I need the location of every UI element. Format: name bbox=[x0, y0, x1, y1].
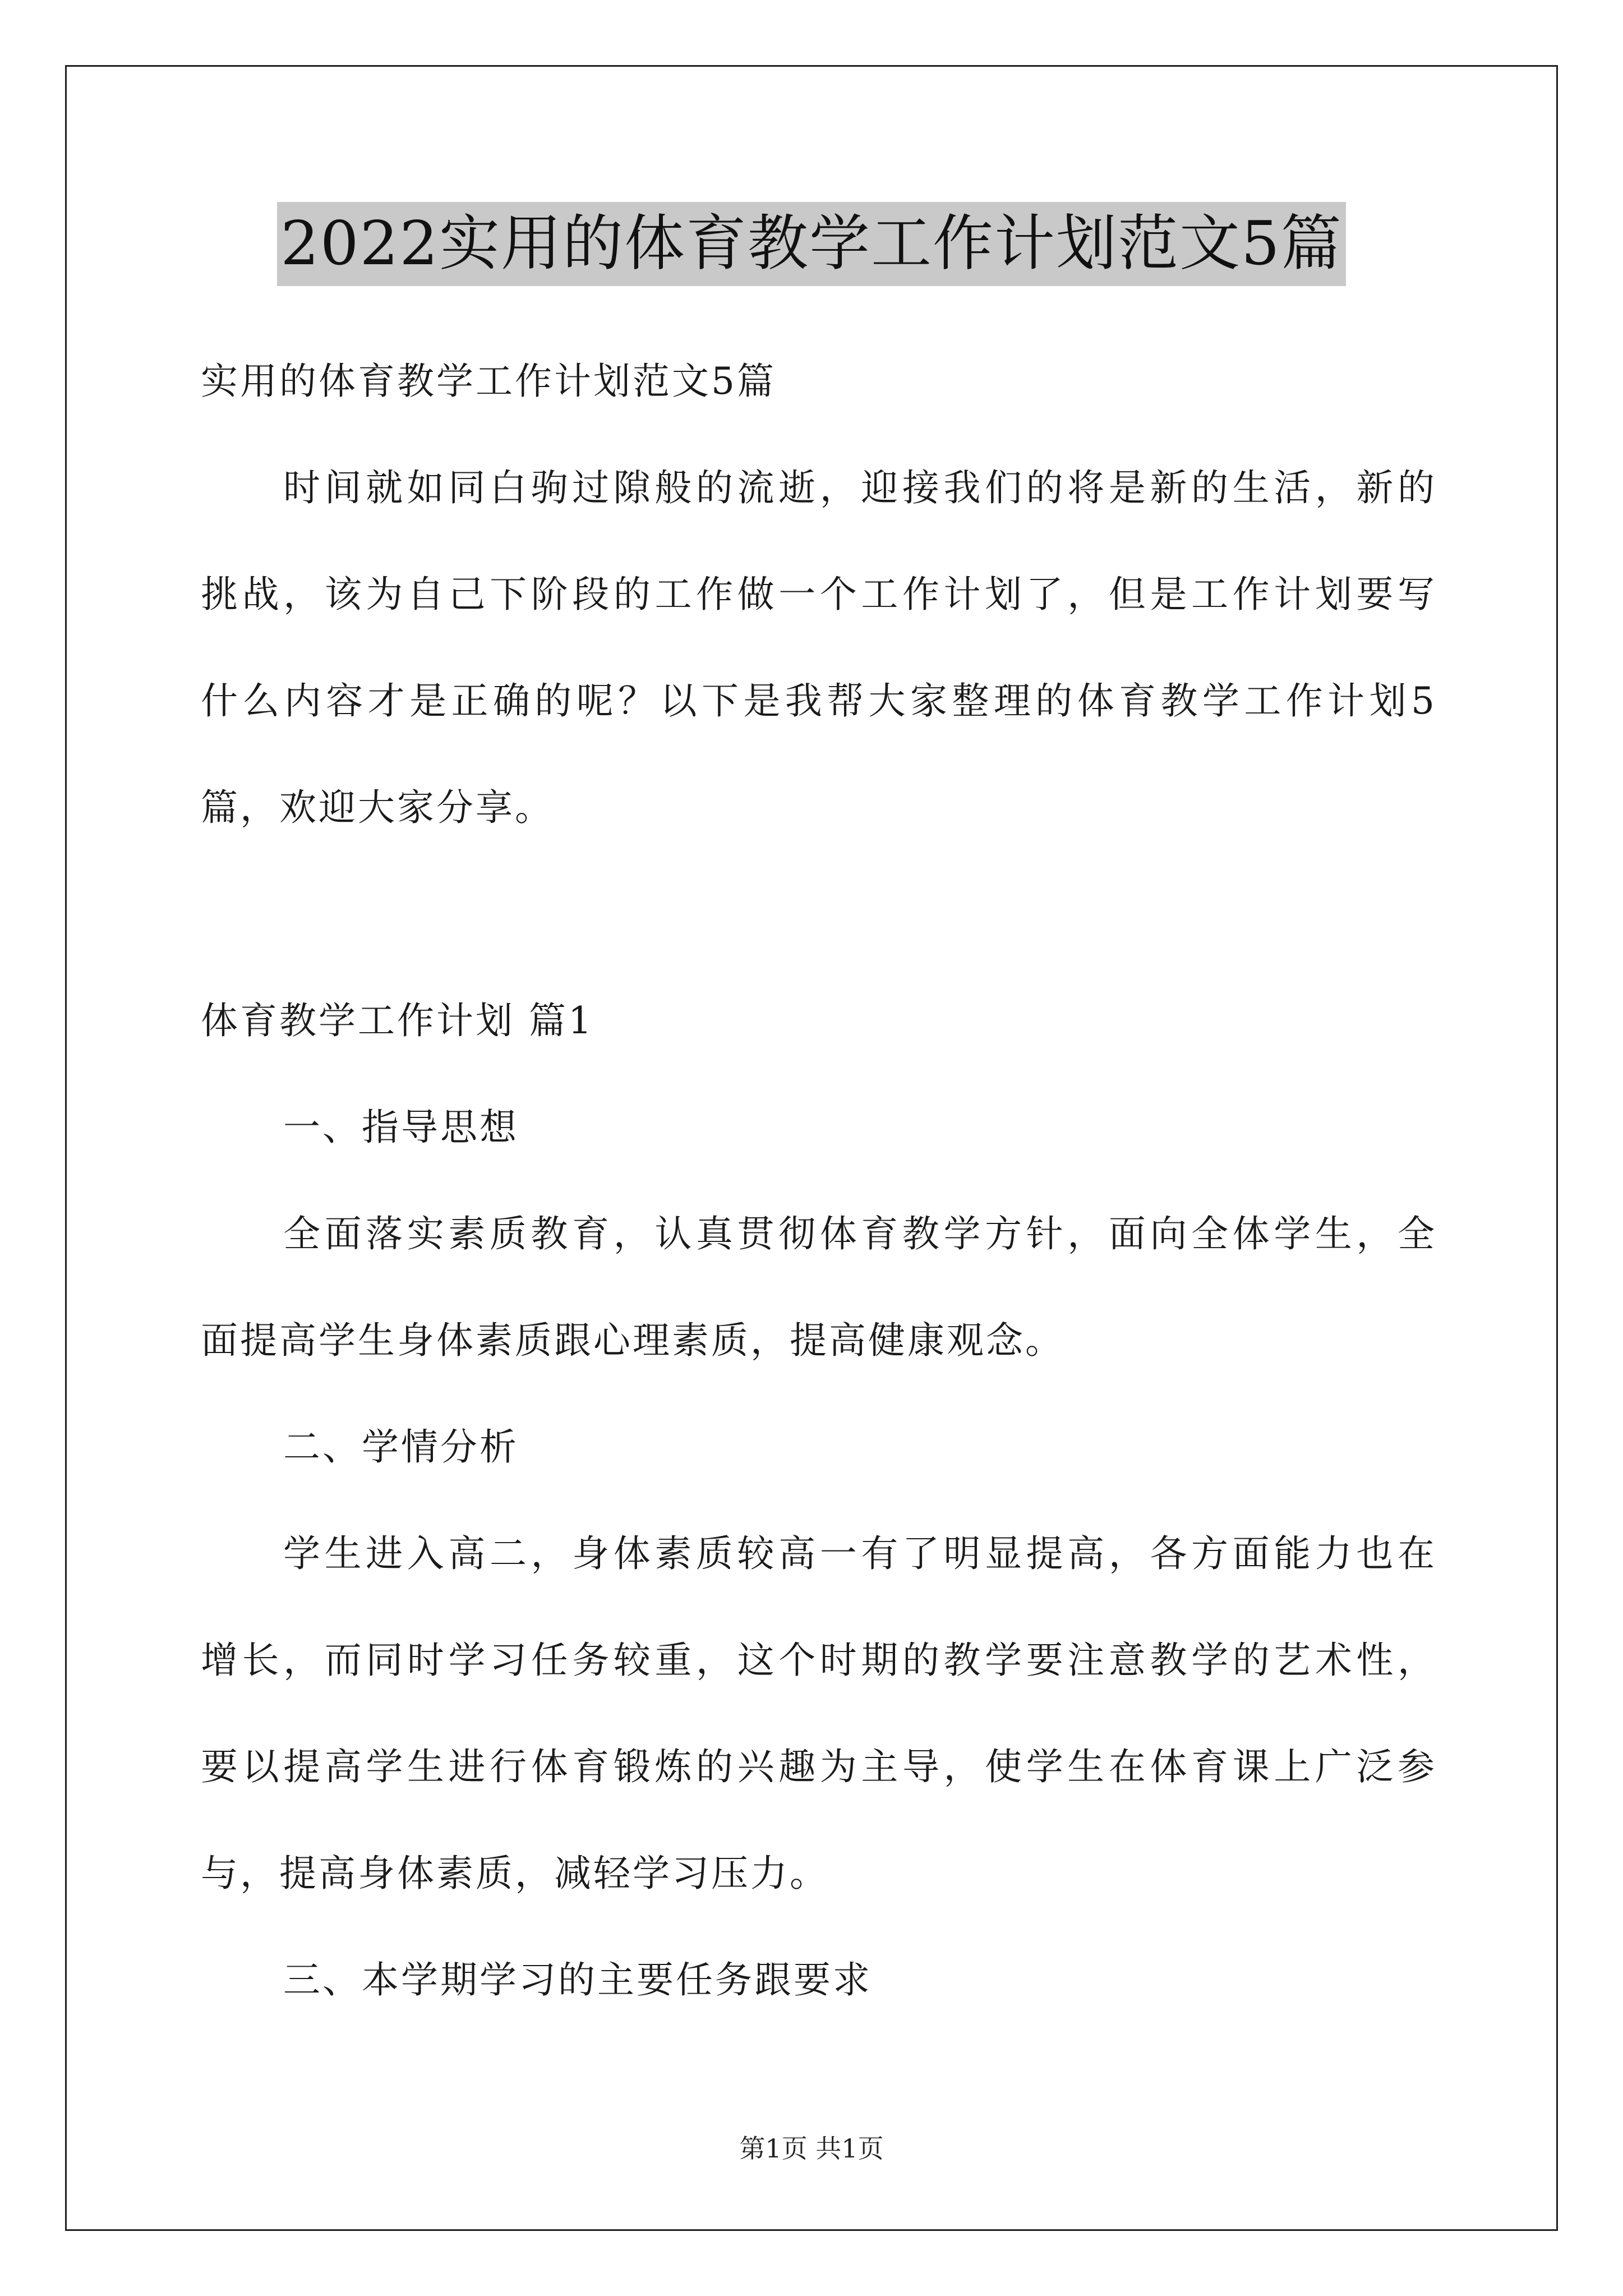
heading-learning-analysis: 二、学情分析 bbox=[283, 1425, 519, 1469]
para-1-line-2: 面提高学生身体素质跟心理素质，提高健康观念。 bbox=[201, 1319, 1064, 1362]
intro-line-3: 什么内容才是正确的呢？以下是我帮大家整理的体育教学工作计划5 bbox=[201, 679, 1435, 723]
section-heading: 体育教学工作计划 篇1 bbox=[201, 999, 594, 1042]
title-container bbox=[0, 202, 1623, 286]
para-1-line-1: 全面落实素质教育，认真贯彻体育教学方针，面向全体学生，全 bbox=[283, 1212, 1435, 1255]
para-2-line-2: 增长，而同时学习任务较重，这个时期的教学要注意教学的艺术性， bbox=[201, 1639, 1435, 1682]
intro-line-2: 挑战，该为自己下阶段的工作做一个工作计划了，但是工作计划要写 bbox=[201, 573, 1435, 616]
para-2-line-1: 学生进入高二，身体素质较高一有了明显提高，各方面能力也在 bbox=[283, 1532, 1435, 1575]
document-title: 2022实用的体育教学工作计划范文5篇 bbox=[277, 202, 1346, 286]
intro-line-4: 篇，欢迎大家分享。 bbox=[201, 786, 554, 829]
page-footer: 第1页 共1页 bbox=[739, 2133, 884, 2164]
heading-guiding-ideology: 一、指导思想 bbox=[283, 1106, 519, 1149]
para-2-line-4: 与，提高身体素质，减轻学习压力。 bbox=[201, 1852, 829, 1895]
para-2-line-3: 要以提高学生进行体育锻炼的兴趣为主导，使学生在体育课上广泛参 bbox=[201, 1745, 1435, 1788]
document-subtitle: 实用的体育教学工作计划范文5篇 bbox=[201, 360, 776, 403]
heading-main-tasks: 三、本学期学习的主要任务跟要求 bbox=[283, 1958, 872, 2001]
intro-line-1: 时间就如同白驹过隙般的流逝，迎接我们的将是新的生活，新的 bbox=[283, 466, 1435, 509]
